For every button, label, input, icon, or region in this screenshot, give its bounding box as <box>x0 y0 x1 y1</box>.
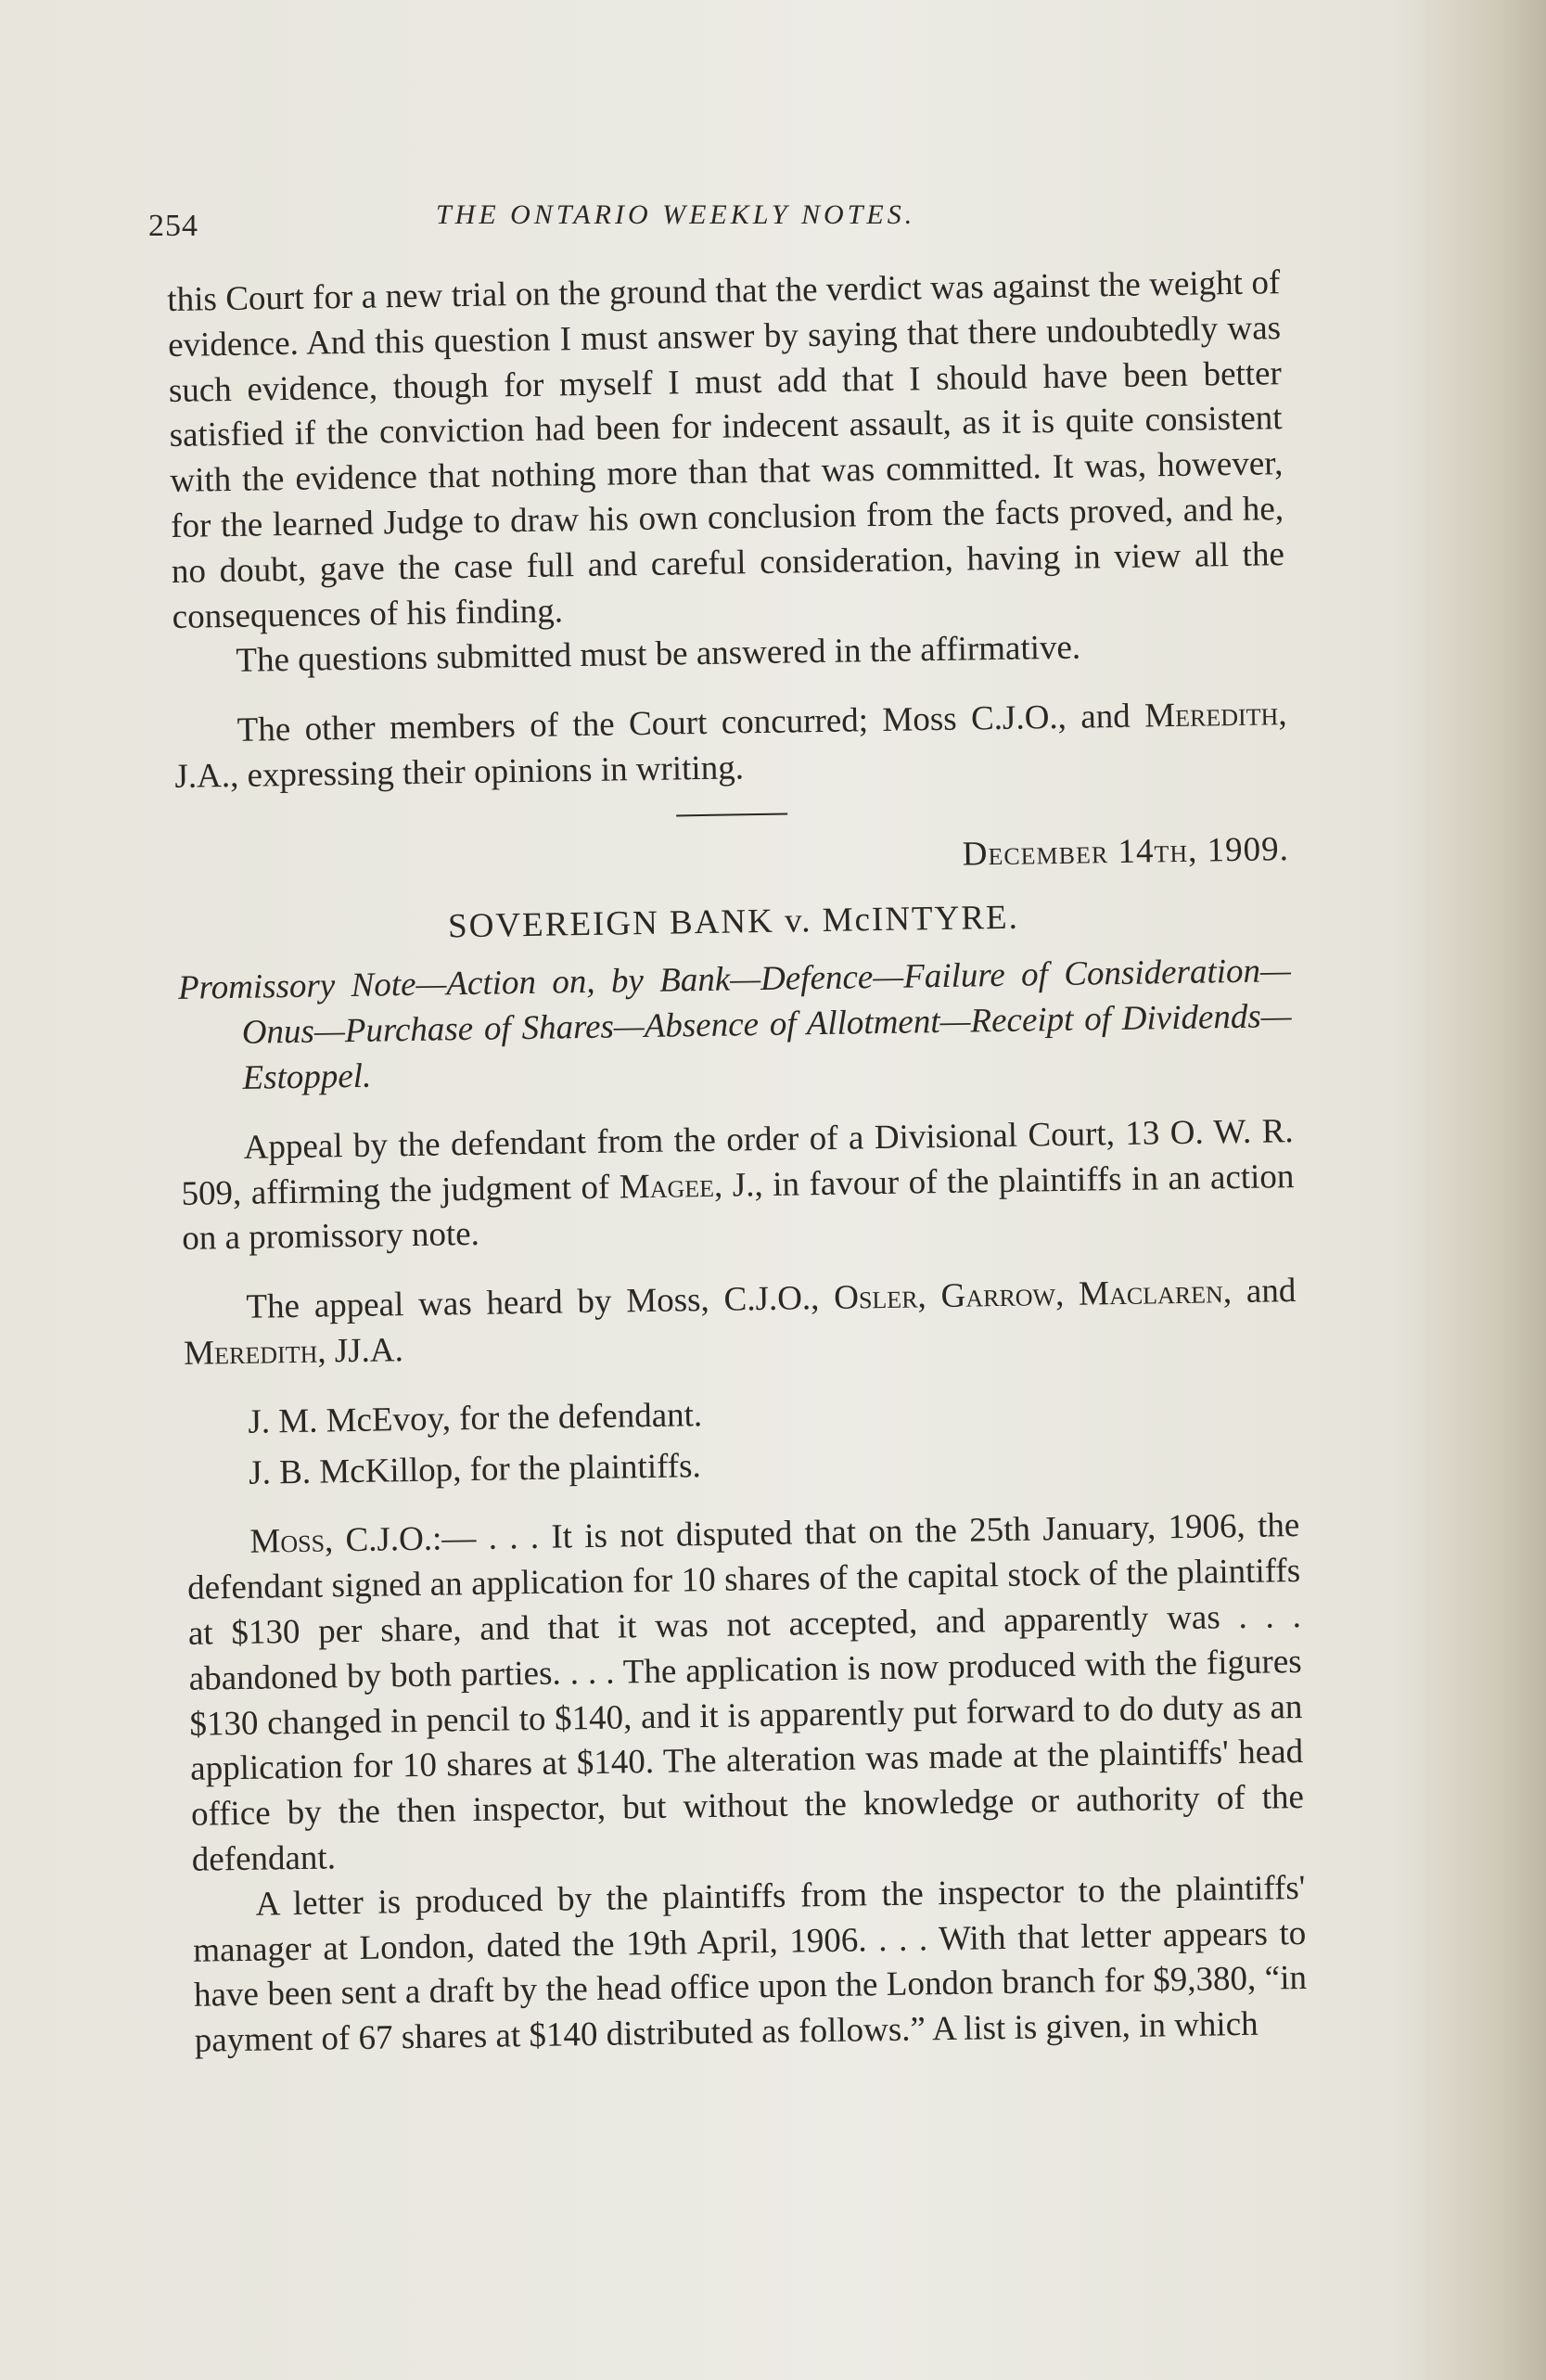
page-header <box>148 190 1289 255</box>
appeal-text-end: , J., in favour of the plaintiffs in an action on a promissory note. <box>181 1157 1295 1259</box>
section-divider <box>676 813 787 816</box>
page-body <box>167 261 1308 2065</box>
judgment-paragraph <box>186 1503 1305 1883</box>
counsel-defendant: J. M. McEvoy, for the defendant. <box>248 1395 703 1441</box>
concurrence-text-start: The other members of the Court concurred; Moss C.J.O., and <box>236 697 1145 750</box>
judgment-text: :— . . . It is not disputed that on the 25th January, 1906, the defendant signed an application for 10 shares of the capital stock of the plaintiffs at $130 per share, and that it was not accepted, and apparently was . . . abandoned by both parties. . . . The application is now produced with the figures $130 changed in pencil to $140, and it is apparently put forward to do duty as an application for 10 shares at $140. The alteration was made at the plaintiffs' head office by the then inspector, but without the knowledge or authority of the defendant. <box>186 1506 1305 1879</box>
headnote: Promissory Note—Action on, by Bank—Defence—Failure of Consideration—Onus—Purchase of Shares—Absence of Allotment—Receipt of Dividends—Estoppel. <box>177 952 1292 1097</box>
page-number: 254 <box>148 209 198 243</box>
judgment-continuation-paragraph: this Court for a new trial on the ground that the verdict was against the weight of evidence. And this question I must answer by saying that there undoubtedly was such evidence, though for myself I must add that I should have been better satisfied if the conviction had been for indecent assault, as it is quite consistent with the evidence that nothing more than that was committed. It was, however, for the learned Judge to draw his own conclusion from the facts proved, and he, no doubt, gave the case full and careful consideration, having in view all the consequences of his finding. <box>167 263 1285 636</box>
case-title: SOVEREIGN BANK v. McINTYRE. <box>447 898 1020 945</box>
answer-paragraph: The questions submitted must be answered in the affirmative. <box>236 628 1081 681</box>
appeal-text-start: Appeal by the defendant from the order of a Divisional Court, 13 O. W. R. 509, affirming the judgment of <box>181 1111 1294 1213</box>
concurrence-paragraph <box>173 692 1287 800</box>
judgment-author: Moss, C.J.O. <box>249 1520 433 1562</box>
hearing-judges: Osler, Garrow, Maclaren, <box>833 1273 1233 1317</box>
judge-name-meredith: Meredith <box>1144 695 1279 736</box>
hearing-text-and: and <box>1231 1272 1297 1312</box>
judge-name-magee: Magee <box>619 1166 715 1207</box>
counsel-plaintiffs: J. B. McKillop, for the plaintiffs. <box>248 1446 701 1492</box>
hearing-text-end: , JJ.A. <box>316 1331 404 1371</box>
running-head: THE ONTARIO WEEKLY NOTES. <box>436 199 916 230</box>
hearing-judge-meredith: Meredith <box>183 1332 318 1373</box>
letter-paragraph: A letter is produced by the plaintiffs from the inspector to the plaintiffs' manager at London, dated the 19th April, 1906. . . . With that letter appears to have been sent a draft by the head office upon the London branch for $9,380, “in payment of 67 shares at $140 distributed as follows.” A list is given, in which <box>192 1868 1308 2060</box>
hearing-paragraph <box>183 1269 1297 1376</box>
appeal-paragraph <box>180 1109 1295 1262</box>
hearing-text-start: The appeal was heard by Moss, C.J.O., <box>246 1278 835 1326</box>
concurrence-text-end: , J.A., expressing their opinions in writing. <box>174 695 1287 796</box>
decision-date: December 14th, 1909. <box>962 829 1290 874</box>
